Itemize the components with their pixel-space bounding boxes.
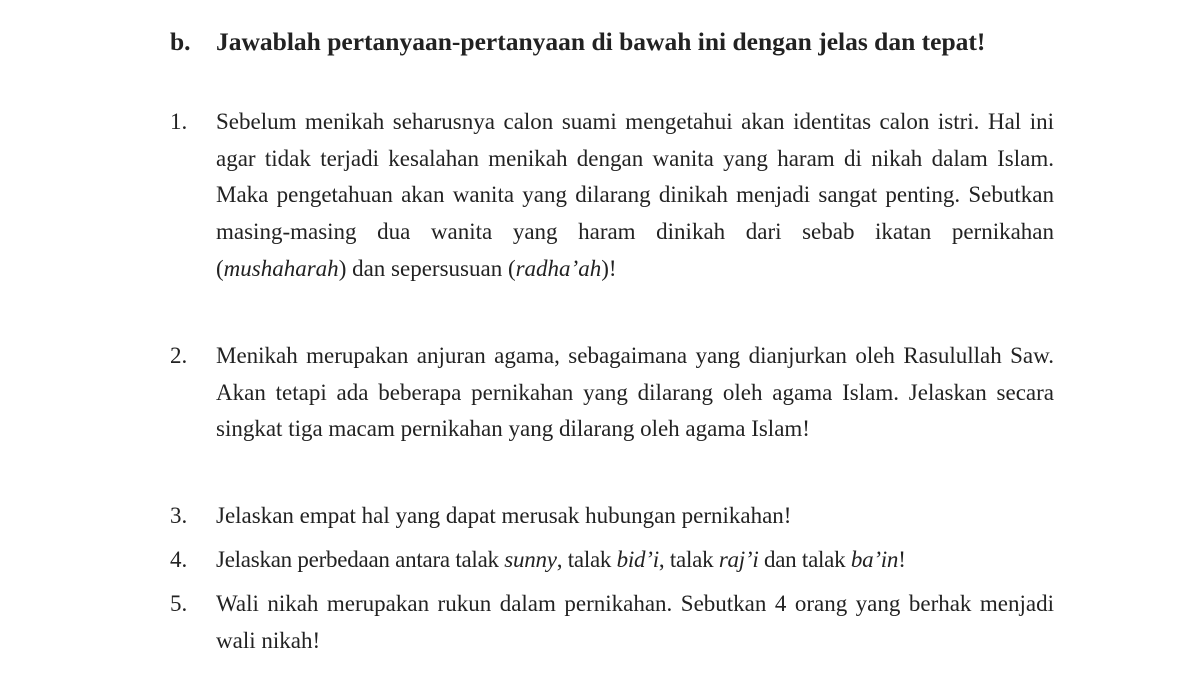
question-number: 4.: [170, 547, 188, 572]
section-instruction: Jawablah pertanyaan-pertanyaan di bawah ini dengan jelas dan tepat!: [216, 27, 986, 56]
question-text: Jelaskan perbedaan antara talak sunny, talak bid’i, talak raj’i dan talak ba’in!: [216, 547, 906, 572]
question-text: Sebelum menikah seharusnya calon suami mengetahui akan identitas calon istri. Hal ini agar tidak terjadi kesalahan menikah dengan wanita yang haram di nikah dalam Islam. Maka pengetahuan akan wanita yang dilarang dinikah menjadi sangat penting. Sebutkan masing-masing dua wanita yang haram dinikah dari sebab ikatan pernikahan (mushaharah) dan sepersusuan (radha’ah)!: [216, 109, 1054, 281]
question-text: Wali nikah merupakan rukun dalam pernikahan. Sebutkan 4 orang yang berhak menjadi wali nikah!: [216, 591, 1054, 653]
section-marker: b.: [170, 27, 191, 56]
question-number: 3.: [170, 503, 188, 528]
question-number: 2.: [170, 343, 188, 368]
term-bain: ba’in: [850, 547, 899, 572]
term-sunny: sunny: [504, 547, 557, 572]
term-raji: raj’i: [718, 547, 759, 572]
question-number: 5.: [170, 591, 188, 616]
term-bidi: bid’i: [616, 547, 659, 572]
question-text: Menikah merupakan anjuran agama, sebagaimana yang dianjurkan oleh Rasulullah Saw. Akan tetapi ada beberapa pernikahan yang dilarang oleh agama Islam. Jelaskan secara singkat tiga macam pernikahan yang dilarang oleh agama Islam!: [216, 343, 1054, 442]
question-number: 1.: [170, 109, 188, 134]
question-text: Jelaskan empat hal yang dapat merusak hubungan pernikahan!: [216, 503, 792, 528]
term-radhaah: radha’ah: [515, 255, 602, 281]
term-mushaharah: mushaharah: [223, 255, 339, 281]
